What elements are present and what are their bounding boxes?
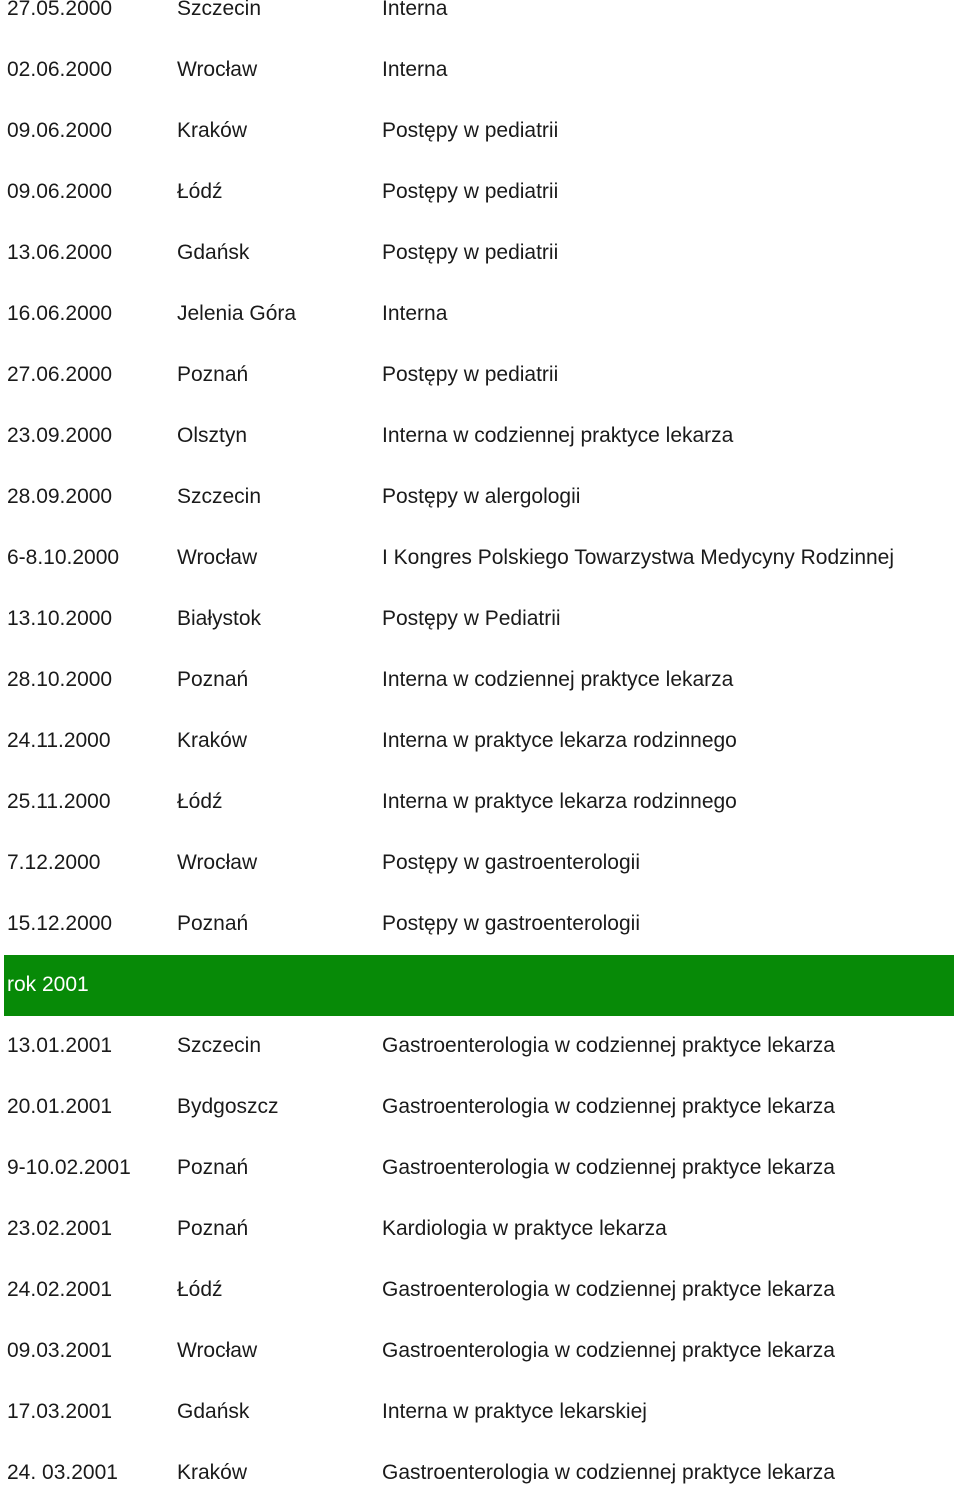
event-date: 15.12.2000	[7, 912, 113, 935]
table-row	[0, 1016, 960, 1077]
event-topic: Gastroenterologia w codziennej praktyce lekarza	[382, 1034, 835, 1057]
year-header-row	[4, 955, 954, 1016]
event-date: 27.06.2000	[7, 363, 113, 386]
table-row	[0, 345, 960, 406]
event-date: 24. 03.2001	[7, 1461, 118, 1484]
event-topic: Interna w praktyce lekarza rodzinnego	[382, 790, 737, 813]
event-date: 13.10.2000	[7, 607, 113, 630]
event-city: Poznań	[177, 668, 249, 691]
event-topic: Gastroenterologia w codziennej praktyce lekarza	[382, 1339, 835, 1362]
event-topic: Gastroenterologia w codziennej praktyce lekarza	[382, 1278, 835, 1301]
event-city: Gdańsk	[177, 241, 250, 264]
event-topic: Postępy w alergologii	[382, 485, 581, 508]
event-city: Poznań	[177, 1156, 249, 1179]
table-row	[0, 833, 960, 894]
event-date: 09.03.2001	[7, 1339, 113, 1362]
event-topic: Postępy w pediatrii	[382, 180, 559, 203]
event-date: 09.06.2000	[7, 119, 113, 142]
event-topic: Gastroenterologia w codziennej praktyce lekarza	[382, 1156, 835, 1179]
event-city: Kraków	[177, 1461, 248, 1484]
table-row	[0, 1382, 960, 1443]
event-date: 23.09.2000	[7, 424, 113, 447]
event-topic: Interna w praktyce lekarskiej	[382, 1400, 647, 1423]
table-row	[0, 711, 960, 772]
event-city: Wrocław	[177, 58, 258, 81]
table-row	[0, 467, 960, 528]
event-date: 6-8.10.2000	[7, 546, 120, 569]
event-date: 28.10.2000	[7, 668, 113, 691]
event-date: 17.03.2001	[7, 1400, 113, 1423]
event-city: Jelenia Góra	[177, 302, 297, 325]
event-topic: Postępy w gastroenterologii	[382, 851, 640, 874]
event-date: 23.02.2001	[7, 1217, 113, 1240]
event-date: 16.06.2000	[7, 302, 113, 325]
table-row	[0, 1199, 960, 1260]
event-date: 24.02.2001	[7, 1278, 113, 1301]
table-row	[0, 650, 960, 711]
event-city: Kraków	[177, 729, 248, 752]
event-city: Wrocław	[177, 851, 258, 874]
event-city: Białystok	[177, 607, 262, 630]
table-row	[0, 223, 960, 284]
event-city: Szczecin	[177, 485, 262, 508]
table-row	[0, 1443, 960, 1504]
event-topic: Postępy w Pediatrii	[382, 607, 561, 630]
event-date: 13.06.2000	[7, 241, 113, 264]
event-date: 24.11.2000	[7, 729, 111, 752]
table-row	[0, 1077, 960, 1138]
event-date: 27.05.2000	[7, 0, 113, 20]
table-row	[0, 894, 960, 955]
event-topic: Postępy w pediatrii	[382, 363, 559, 386]
event-topic: Gastroenterologia w codziennej praktyce lekarza	[382, 1461, 835, 1484]
table-row	[0, 0, 960, 40]
table-row	[0, 406, 960, 467]
event-date: 13.01.2001	[7, 1034, 113, 1057]
event-city: Wrocław	[177, 1339, 258, 1362]
event-city: Szczecin	[177, 1034, 262, 1057]
event-city: Łódź	[177, 790, 223, 813]
event-topic: Interna	[382, 302, 448, 325]
event-city: Łódź	[177, 180, 223, 203]
table-row	[0, 528, 960, 589]
event-topic: Postępy w pediatrii	[382, 241, 559, 264]
events-2001	[0, 1016, 960, 1504]
event-city: Wrocław	[177, 546, 258, 569]
table-row	[0, 284, 960, 345]
event-city: Poznań	[177, 912, 249, 935]
event-city: Kraków	[177, 119, 248, 142]
year-header-label: rok 2001	[7, 973, 89, 996]
event-topic: Kardiologia w praktyce lekarza	[382, 1217, 667, 1240]
event-date: 02.06.2000	[7, 58, 113, 81]
event-topic: Interna	[382, 0, 448, 20]
table-row	[0, 589, 960, 650]
event-topic: Interna	[382, 58, 448, 81]
event-city: Poznań	[177, 1217, 249, 1240]
event-topic: Gastroenterologia w codziennej praktyce lekarza	[382, 1095, 835, 1118]
table-row	[0, 162, 960, 223]
event-topic: Interna w codziennej praktyce lekarza	[382, 668, 734, 691]
event-city: Łódź	[177, 1278, 223, 1301]
event-topic: I Kongres Polskiego Towarzystwa Medycyny Rodzinnej	[382, 546, 895, 569]
event-date: 28.09.2000	[7, 485, 113, 508]
table-row	[0, 1260, 960, 1321]
event-topic: Postępy w pediatrii	[382, 119, 559, 142]
event-topic: Interna w praktyce lekarza rodzinnego	[382, 729, 737, 752]
event-city: Poznań	[177, 363, 249, 386]
event-city: Gdańsk	[177, 1400, 250, 1423]
event-city: Olsztyn	[177, 424, 248, 447]
table-row	[0, 1138, 960, 1199]
event-date: 7.12.2000	[7, 851, 101, 874]
table-row	[0, 40, 960, 101]
table-row	[0, 1321, 960, 1382]
event-date: 9-10.02.2001	[7, 1156, 131, 1179]
event-topic: Interna w codziennej praktyce lekarza	[382, 424, 734, 447]
event-topic: Postępy w gastroenterologii	[382, 912, 640, 935]
event-date: 25.11.2000	[7, 790, 111, 813]
event-city: Bydgoszcz	[177, 1095, 279, 1118]
event-date: 09.06.2000	[7, 180, 113, 203]
event-city: Szczecin	[177, 0, 262, 20]
event-date: 20.01.2001	[7, 1095, 113, 1118]
table-row	[0, 772, 960, 833]
table-row	[0, 101, 960, 162]
